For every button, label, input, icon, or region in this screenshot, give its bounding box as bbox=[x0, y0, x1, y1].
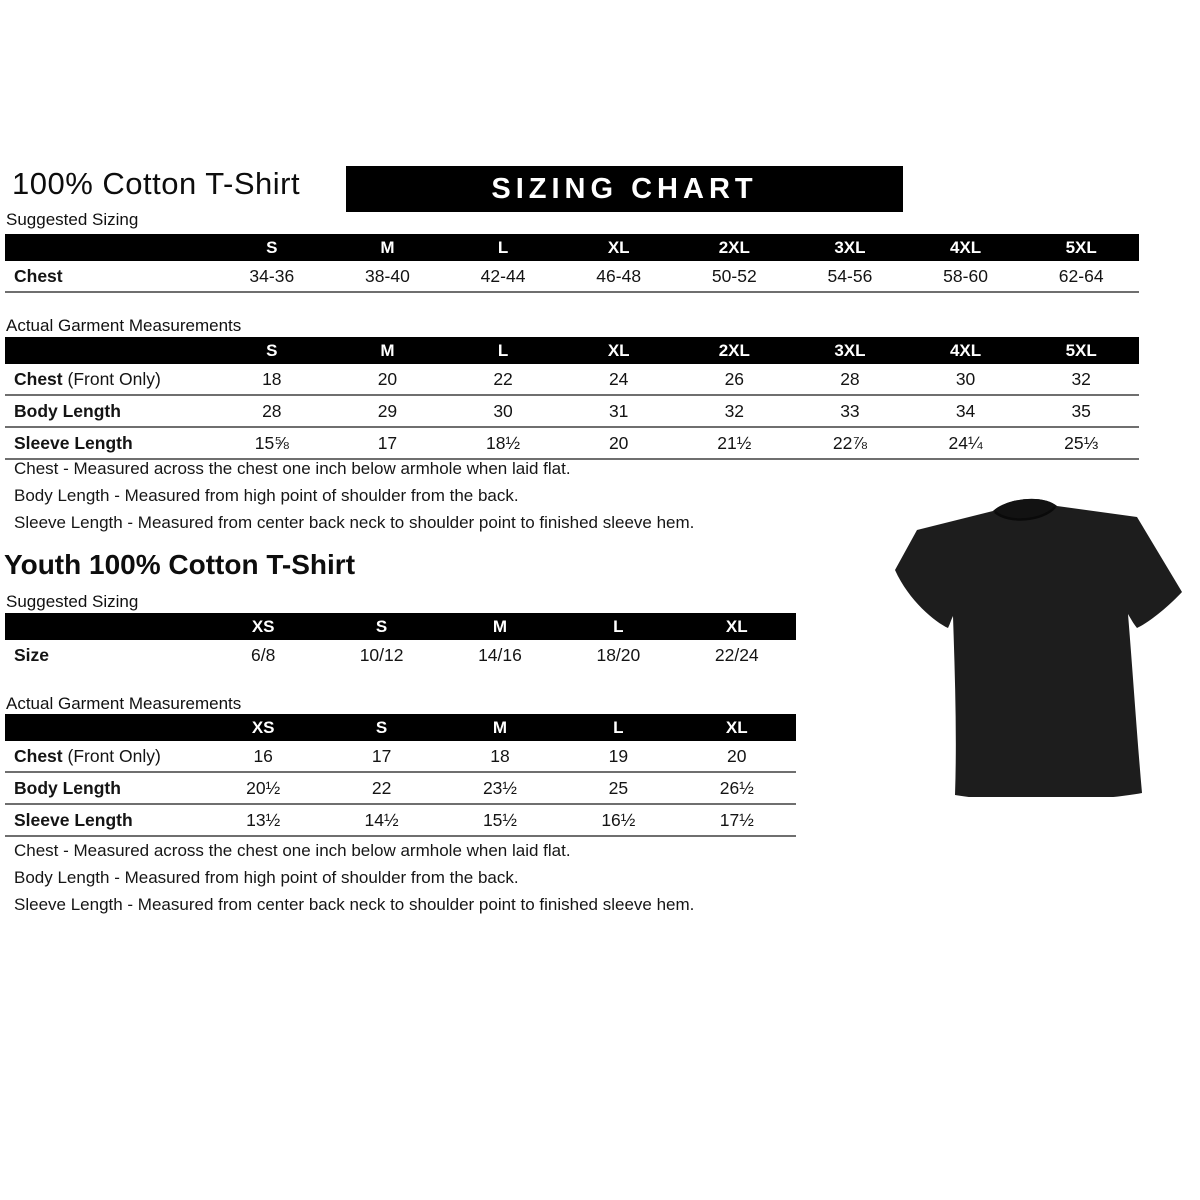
measurement-cell: 17½ bbox=[678, 804, 796, 836]
table-row bbox=[5, 395, 1139, 427]
measurement-cell: 20 bbox=[678, 741, 796, 772]
table-row bbox=[5, 427, 1139, 459]
measurement-cell: 58-60 bbox=[908, 261, 1024, 292]
measurement-cell: 14/16 bbox=[478, 644, 522, 665]
header-spacer-cell bbox=[5, 234, 214, 261]
measurement-cell: 22 bbox=[322, 772, 440, 804]
youth-actual-measurements-label: Actual Garment Measurements bbox=[6, 694, 242, 713]
header-spacer-cell bbox=[5, 613, 204, 640]
measurement-cell: 23½ bbox=[441, 772, 559, 804]
size-table bbox=[5, 613, 796, 670]
measurement-cell: 18 bbox=[441, 741, 559, 772]
measurement-cell: 50-52 bbox=[677, 261, 793, 292]
size-column-header: XL bbox=[561, 234, 677, 261]
youth-section-title: Youth 100% Cotton T-Shirt bbox=[4, 549, 356, 580]
measurement-cell: 6/8 bbox=[251, 644, 276, 665]
adult-actual-measurements-table bbox=[5, 337, 1139, 460]
measurement-cell: 30 bbox=[445, 395, 561, 427]
size-column-header: S bbox=[214, 337, 330, 364]
measurement-cell: 18/20 bbox=[596, 644, 641, 665]
measurement-cell: 17 bbox=[330, 427, 446, 459]
note-line: Sleeve Length - Measured from center back neck to shoulder point to finished sleeve hem. bbox=[14, 895, 695, 914]
table-row bbox=[5, 772, 796, 804]
size-table bbox=[5, 337, 1139, 460]
size-column-header: 2XL bbox=[677, 234, 793, 261]
row-label: Sleeve Length bbox=[5, 427, 214, 459]
measurement-cell: 16½ bbox=[559, 804, 677, 836]
black-tshirt-image bbox=[895, 497, 1182, 797]
table-row bbox=[5, 364, 1139, 395]
table-row bbox=[5, 741, 796, 772]
measurement-cell: 32 bbox=[677, 395, 793, 427]
header-row bbox=[5, 337, 1139, 364]
table-row bbox=[5, 804, 796, 836]
measurement-cell: 42-44 bbox=[445, 261, 561, 292]
measurement-cell: 28 bbox=[214, 395, 330, 427]
measurement-cell: 30 bbox=[908, 364, 1024, 395]
measurement-cell: 20½ bbox=[204, 772, 322, 804]
note-line: Sleeve Length - Measured from center back neck to shoulder point to finished sleeve hem. bbox=[14, 513, 695, 532]
note-line: Chest - Measured across the chest one inch below armhole when laid flat. bbox=[14, 459, 571, 478]
row-label: Size bbox=[14, 644, 50, 665]
adult-suggested-sizing-label: Suggested Sizing bbox=[6, 210, 139, 229]
size-column-header: M bbox=[330, 337, 446, 364]
header-spacer-cell bbox=[5, 337, 214, 364]
size-column-header: XS bbox=[204, 613, 322, 640]
measurement-cell: 20 bbox=[330, 364, 446, 395]
table-row bbox=[5, 261, 1139, 292]
row-label: Chest bbox=[5, 261, 214, 292]
row-label: Sleeve Length bbox=[5, 804, 204, 836]
measurement-cell: 21½ bbox=[677, 427, 793, 459]
page-title: 100% Cotton T-Shirt bbox=[12, 166, 301, 201]
size-column-header: L bbox=[445, 337, 561, 364]
size-column-header: M bbox=[441, 714, 559, 741]
size-column-header: XL bbox=[561, 337, 677, 364]
youth-suggested-sizing-table bbox=[5, 613, 796, 670]
measurement-cell: 54-56 bbox=[792, 261, 908, 292]
measurement-cell: 13½ bbox=[204, 804, 322, 836]
measurement-cell: 26½ bbox=[678, 772, 796, 804]
youth-suggested-sizing-label: Suggested Sizing bbox=[6, 592, 139, 611]
header-spacer-cell bbox=[5, 714, 204, 741]
note-line: Body Length - Measured from high point of shoulder from the back. bbox=[14, 868, 519, 887]
size-table bbox=[5, 234, 1139, 293]
adult-suggested-sizing-table bbox=[5, 234, 1139, 293]
measurement-cell: 14½ bbox=[322, 804, 440, 836]
measurement-cell: 18½ bbox=[445, 427, 561, 459]
measurement-cell: 46-48 bbox=[561, 261, 677, 292]
table-row bbox=[5, 640, 796, 670]
measurement-cell: 17 bbox=[322, 741, 440, 772]
measurement-cell: 29 bbox=[330, 395, 446, 427]
note-line: Body Length - Measured from high point of shoulder from the back. bbox=[14, 486, 519, 505]
measurement-cell: 10/12 bbox=[359, 644, 404, 665]
youth-actual-measurements-table bbox=[5, 714, 796, 837]
size-table bbox=[5, 714, 796, 837]
size-column-header: L bbox=[559, 714, 677, 741]
youth-measurement-notes bbox=[14, 842, 694, 923]
measurement-cell: 24¼ bbox=[908, 427, 1024, 459]
size-column-header: L bbox=[559, 613, 677, 640]
size-column-header: S bbox=[322, 613, 440, 640]
size-column-header: M bbox=[330, 234, 446, 261]
measurement-cell: 25 bbox=[559, 772, 677, 804]
size-column-header: S bbox=[322, 714, 440, 741]
measurement-cell: 35 bbox=[1023, 395, 1139, 427]
measurement-cell: 22 bbox=[445, 364, 561, 395]
header-row bbox=[5, 613, 796, 640]
adult-measurement-notes bbox=[14, 460, 694, 541]
size-column-header: 5XL bbox=[1023, 234, 1139, 261]
measurement-cell: 33 bbox=[792, 395, 908, 427]
measurement-cell: 25⅓ bbox=[1023, 427, 1139, 459]
measurement-cell: 31 bbox=[561, 395, 677, 427]
measurement-cell: 38-40 bbox=[330, 261, 446, 292]
measurement-cell: 34-36 bbox=[214, 261, 330, 292]
measurement-cell: 32 bbox=[1023, 364, 1139, 395]
size-column-header: 5XL bbox=[1023, 337, 1139, 364]
size-column-header: 2XL bbox=[677, 337, 793, 364]
measurement-cell: 28 bbox=[792, 364, 908, 395]
row-label: Chest (Front Only) bbox=[5, 741, 204, 772]
row-label: Chest (Front Only) bbox=[5, 364, 214, 395]
row-label: Body Length bbox=[5, 395, 214, 427]
measurement-cell: 16 bbox=[204, 741, 322, 772]
measurement-cell: 22⅞ bbox=[792, 427, 908, 459]
note-line: Chest - Measured across the chest one inch below armhole when laid flat. bbox=[14, 841, 571, 860]
measurement-cell: 26 bbox=[677, 364, 793, 395]
size-column-header: 4XL bbox=[908, 234, 1024, 261]
measurement-cell: 19 bbox=[559, 741, 677, 772]
measurement-cell: 20 bbox=[561, 427, 677, 459]
measurement-cell: 18 bbox=[214, 364, 330, 395]
measurement-cell: 24 bbox=[561, 364, 677, 395]
size-column-header: M bbox=[441, 613, 559, 640]
size-column-header: 3XL bbox=[792, 337, 908, 364]
size-column-header: 3XL bbox=[792, 234, 908, 261]
row-label: Body Length bbox=[5, 772, 204, 804]
measurement-cell: 15⅝ bbox=[214, 427, 330, 459]
size-column-header: XL bbox=[678, 613, 796, 640]
sizing-chart-banner: SIZING CHART bbox=[346, 166, 903, 212]
size-column-header: 4XL bbox=[908, 337, 1024, 364]
size-column-header: XL bbox=[678, 714, 796, 741]
tshirt-body bbox=[895, 499, 1182, 797]
adult-actual-measurements-label: Actual Garment Measurements bbox=[6, 316, 242, 335]
size-column-header: L bbox=[445, 234, 561, 261]
header-row bbox=[5, 234, 1139, 261]
header-row bbox=[5, 714, 796, 741]
size-column-header: S bbox=[214, 234, 330, 261]
size-column-header: XS bbox=[204, 714, 322, 741]
measurement-cell: 22/24 bbox=[714, 644, 759, 665]
measurement-cell: 62-64 bbox=[1023, 261, 1139, 292]
measurement-cell: 34 bbox=[908, 395, 1024, 427]
measurement-cell: 15½ bbox=[441, 804, 559, 836]
